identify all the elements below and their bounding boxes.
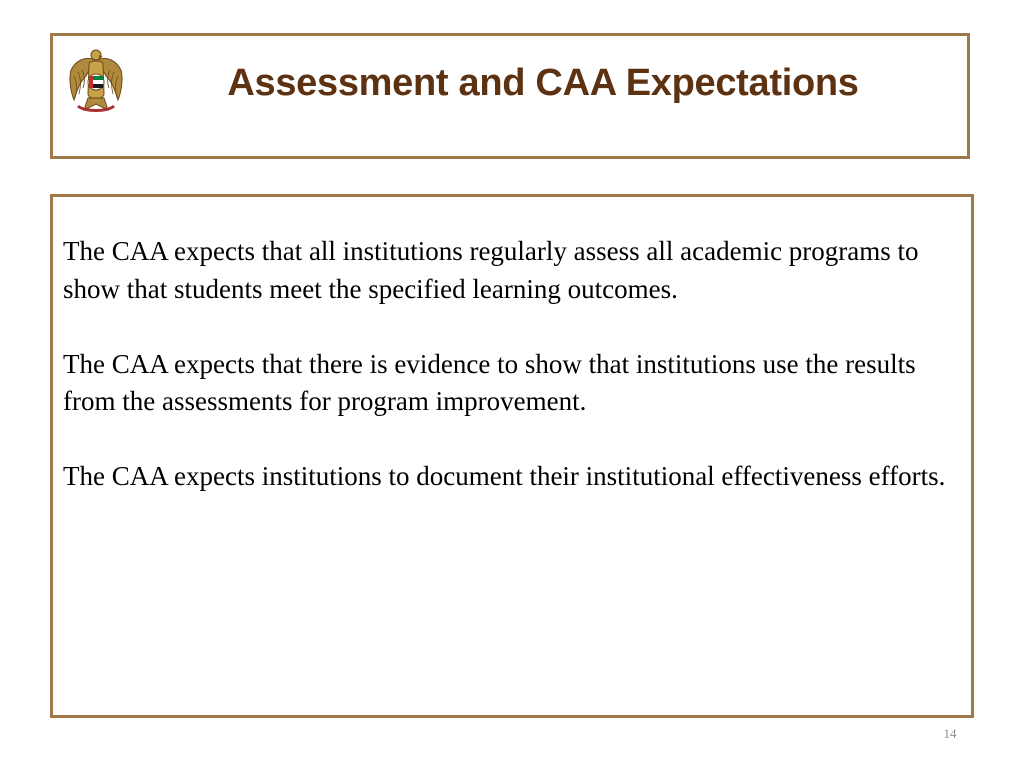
falcon-emblem-icon bbox=[68, 46, 124, 114]
page-number: 14 bbox=[943, 726, 957, 741]
title-banner bbox=[50, 33, 970, 159]
content-text bbox=[63, 233, 963, 533]
paragraph-assessment: The CAA expects that all institutions regularly assess all academic programs to show that students meet the specified learning outcomes. bbox=[63, 236, 919, 304]
paragraph-evidence: The CAA expects that there is evidence to show that institutions use the results from the assessments for program improvement. bbox=[63, 348, 916, 416]
slide-title: Assessment and CAA Expectations bbox=[227, 62, 859, 104]
paragraph-documentation: The CAA expects institutions to document their institutional effectiveness efforts. bbox=[63, 461, 946, 491]
content-panel bbox=[50, 194, 974, 718]
